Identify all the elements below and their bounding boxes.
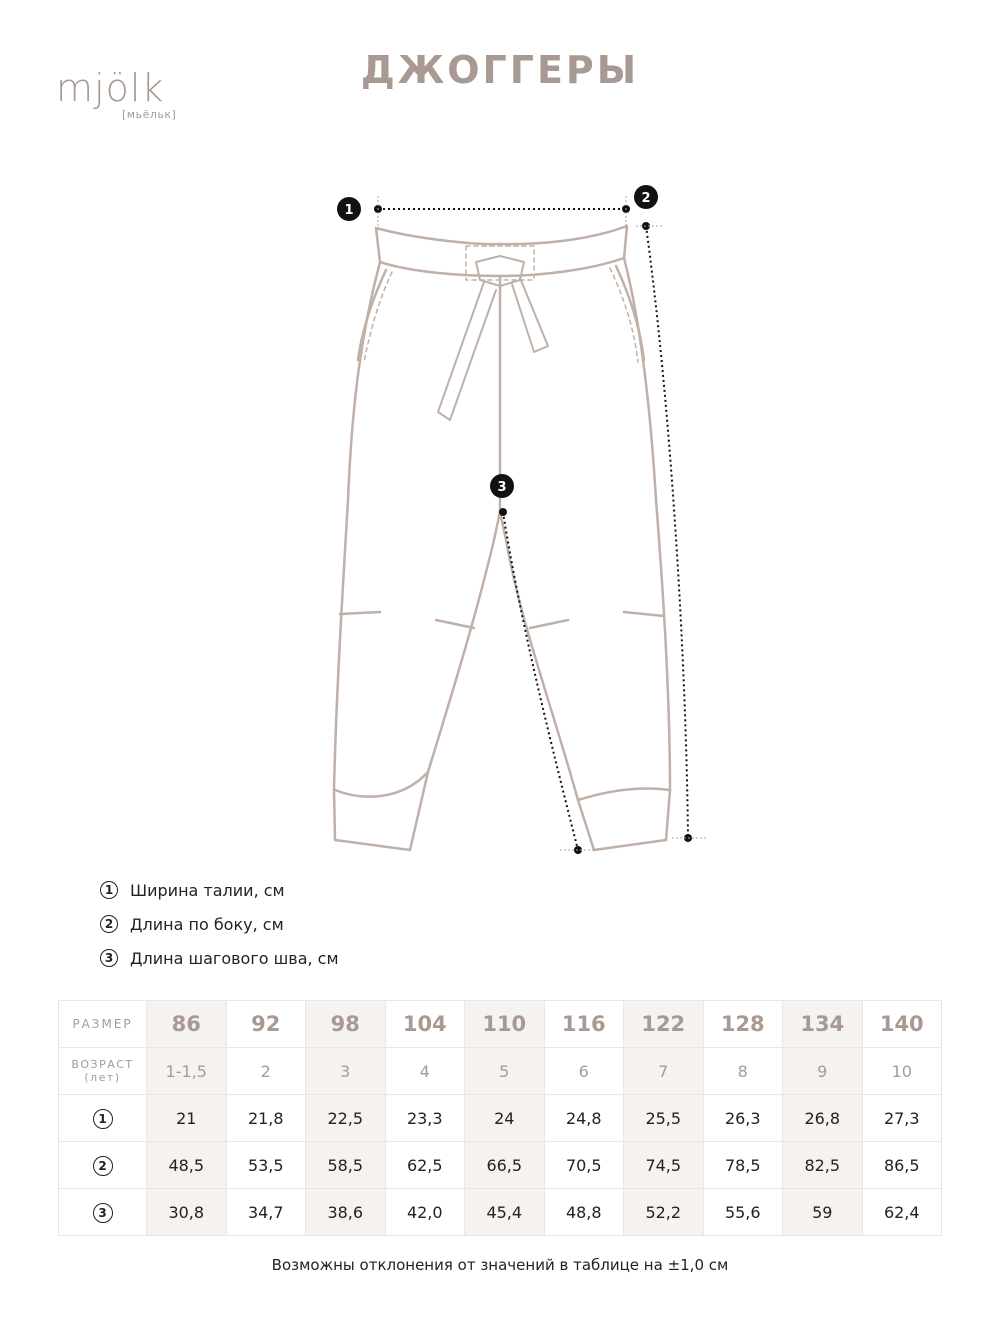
measurement-row-2 [59, 1142, 942, 1189]
right-knee-seam-2 [624, 612, 664, 616]
value-cell: 74,5 [624, 1142, 704, 1189]
size-cell: 122 [624, 1001, 704, 1048]
marker-1 [337, 197, 361, 221]
drawstring-left [438, 282, 496, 420]
value-cell: 22,5 [306, 1095, 386, 1142]
size-cell: 92 [226, 1001, 306, 1048]
marker-1-label: 1 [344, 203, 354, 218]
age-cell: 2 [226, 1048, 306, 1095]
value-cell: 52,2 [624, 1189, 704, 1236]
size-cell: 110 [465, 1001, 545, 1048]
marker-2 [634, 185, 658, 209]
value-cell: 66,5 [465, 1142, 545, 1189]
value-cell: 59 [783, 1189, 863, 1236]
left-cuff [335, 772, 428, 797]
age-header-line2: (лет) [84, 1071, 121, 1084]
age-cell: 3 [306, 1048, 386, 1095]
legend-item [100, 907, 339, 941]
value-cell: 45,4 [465, 1189, 545, 1236]
age-cell: 8 [703, 1048, 783, 1095]
page-title: ДЖОГГЕРЫ [360, 48, 640, 92]
value-cell: 62,4 [862, 1189, 942, 1236]
size-cell: 134 [783, 1001, 863, 1048]
pants-outline [334, 258, 670, 850]
value-cell: 25,5 [624, 1095, 704, 1142]
legend-label: Длина по боку, см [130, 914, 284, 934]
row-number [59, 1095, 147, 1142]
value-cell: 21,8 [226, 1095, 306, 1142]
size-cell: 128 [703, 1001, 783, 1048]
measurement-row-3 [59, 1189, 942, 1236]
age-header-line1: ВОЗРАСТ [71, 1058, 134, 1071]
measurement-row-1 [59, 1095, 942, 1142]
measure-dot [499, 508, 507, 516]
legend-number: 3 [100, 949, 118, 967]
value-cell: 21 [147, 1095, 227, 1142]
row-badge: 2 [93, 1156, 113, 1176]
drawstring-right [512, 278, 548, 352]
value-cell: 26,8 [783, 1095, 863, 1142]
age-header [59, 1048, 147, 1095]
size-cell: 86 [147, 1001, 227, 1048]
value-cell: 48,5 [147, 1142, 227, 1189]
joggers-illustration [0, 150, 1000, 870]
value-cell: 38,6 [306, 1189, 386, 1236]
left-knee-seam [340, 612, 380, 614]
value-cell: 23,3 [385, 1095, 465, 1142]
value-cell: 82,5 [783, 1142, 863, 1189]
marker-2-label: 2 [641, 191, 651, 206]
row-number [59, 1189, 147, 1236]
size-row [59, 1001, 942, 1048]
age-cell: 9 [783, 1048, 863, 1095]
size-cell: 116 [544, 1001, 624, 1048]
value-cell: 55,6 [703, 1189, 783, 1236]
value-cell: 86,5 [862, 1142, 942, 1189]
age-cell: 1-1,5 [147, 1048, 227, 1095]
measurement-legend [100, 873, 339, 975]
measure-line-2 [646, 226, 688, 838]
left-knee-seam-2 [436, 620, 474, 628]
age-cell: 4 [385, 1048, 465, 1095]
size-header: РАЗМЕР [59, 1001, 147, 1048]
legend-label: Длина шагового шва, см [130, 948, 339, 968]
age-row [59, 1048, 942, 1095]
legend-item [100, 941, 339, 975]
age-cell: 7 [624, 1048, 704, 1095]
size-cell: 98 [306, 1001, 386, 1048]
row-badge: 1 [93, 1109, 113, 1129]
size-table [58, 1000, 942, 1236]
value-cell: 70,5 [544, 1142, 624, 1189]
value-cell: 53,5 [226, 1142, 306, 1189]
waistband [376, 226, 627, 276]
size-cell: 140 [862, 1001, 942, 1048]
value-cell: 78,5 [703, 1142, 783, 1189]
value-cell: 62,5 [385, 1142, 465, 1189]
value-cell: 48,8 [544, 1189, 624, 1236]
value-cell: 58,5 [306, 1142, 386, 1189]
age-cell: 6 [544, 1048, 624, 1095]
footnote: Возможны отклонения от значений в таблице на ±1,0 см [271, 1256, 729, 1274]
right-knee-seam [530, 620, 568, 628]
brand-subtitle: [мьёльк] [122, 108, 177, 121]
value-cell: 26,3 [703, 1095, 783, 1142]
value-cell: 27,3 [862, 1095, 942, 1142]
legend-label: Ширина талии, см [130, 880, 285, 900]
value-cell: 24,8 [544, 1095, 624, 1142]
age-cell: 5 [465, 1048, 545, 1095]
size-cell: 104 [385, 1001, 465, 1048]
legend-number: 1 [100, 881, 118, 899]
legend-item [100, 873, 339, 907]
age-cell: 10 [862, 1048, 942, 1095]
value-cell: 24 [465, 1095, 545, 1142]
value-cell: 42,0 [385, 1189, 465, 1236]
row-badge: 3 [93, 1203, 113, 1223]
value-cell: 34,7 [226, 1189, 306, 1236]
value-cell: 30,8 [147, 1189, 227, 1236]
right-cuff [578, 788, 670, 800]
legend-number: 2 [100, 915, 118, 933]
marker-3 [490, 474, 514, 498]
marker-3-label: 3 [497, 480, 507, 495]
brand-name: mjölk [56, 66, 165, 110]
row-number [59, 1142, 147, 1189]
measure-line-3 [503, 512, 578, 850]
